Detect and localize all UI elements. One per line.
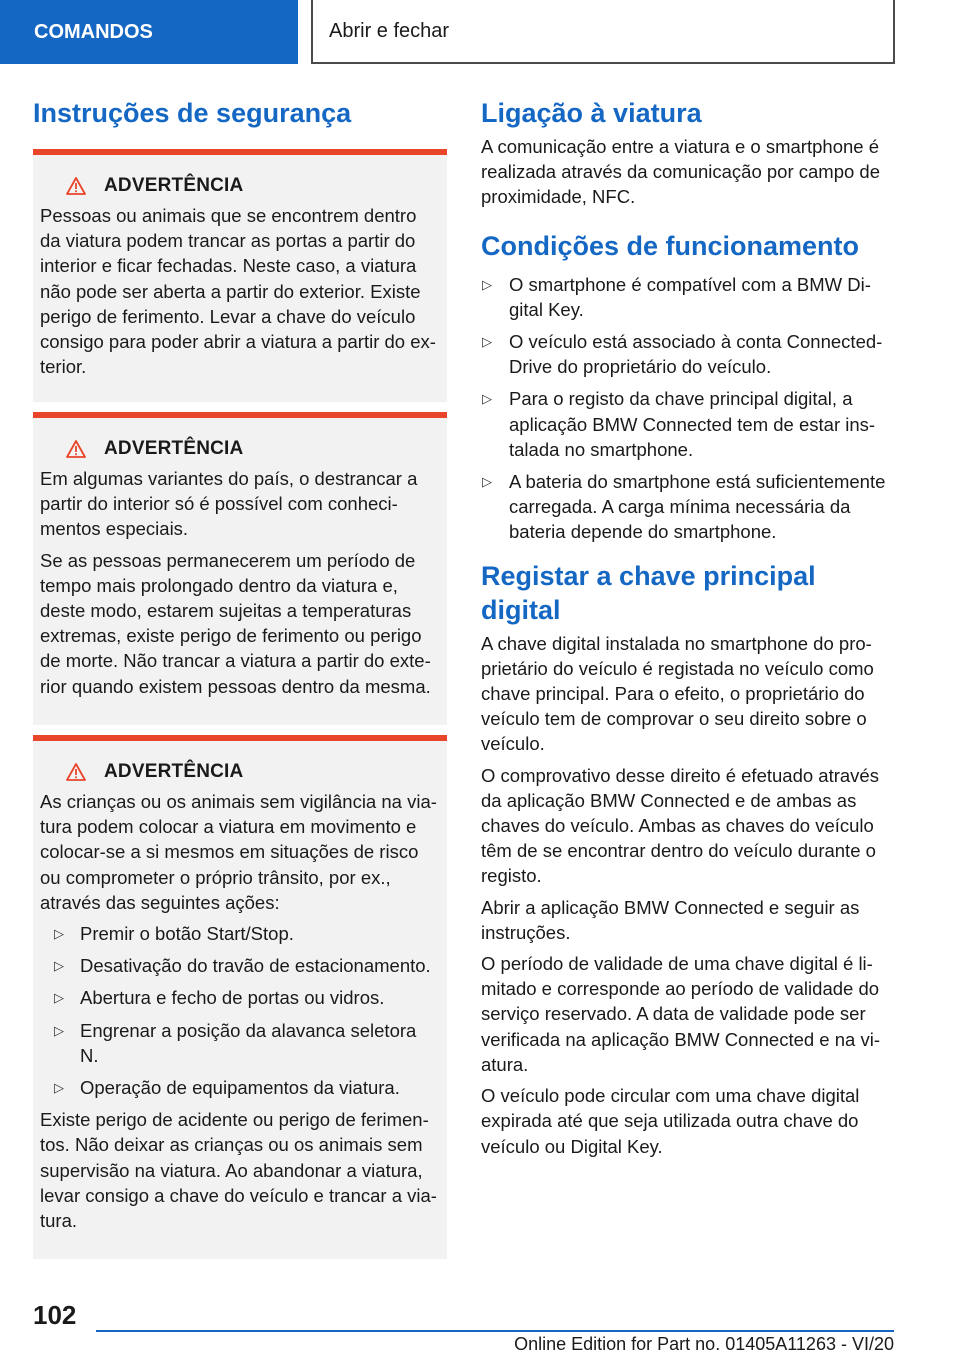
section-tab: COMANDOS	[0, 0, 298, 64]
paragraph: A comunicação entre a viatura e o smartphone é realizada através da comunicação por campo de proximidade, NFC.	[481, 136, 881, 208]
edition-link[interactable]: Online Edition for Part no. 01405A11263 - VI/20	[514, 1334, 894, 1354]
warning-title: ADVERTÊNCIA	[66, 175, 437, 197]
warning-text: Existe perigo de acidente ou perigo de ferimentos. Não deixar as crianças ou os animais sem supervisão na viatura. Ao abandonar a viatura, levar consigo a chave do veículo e trancar a viatura.	[40, 1109, 437, 1232]
warning-box-1	[33, 149, 447, 402]
warning-box-3	[33, 735, 447, 1259]
heading-connection: Ligação à viatura	[481, 98, 702, 128]
left-column	[33, 96, 447, 1259]
list-item: ▷ Abertura e fecho de portas ou vidros.	[40, 985, 437, 1010]
list-item: ▷ Engrenar a posição da alavanca seletora N.	[40, 1018, 437, 1068]
paragraph: Abrir a aplicação BMW Connected e seguir as instruções.	[481, 896, 860, 943]
warning-triangle-icon	[66, 440, 86, 458]
warning-text: Pessoas ou animais que se encontrem dentro da viatura podem trancar as portas a partir do interior e ficar fechadas. Neste caso, a viatura não pode ser aberta a partir do exterior. Existe perigo de ferimento. Levar a chave do veículo consigo para poder abrir a viatura a partir do exterior.	[40, 205, 436, 378]
warning-text: As crianças ou os animais sem vigilância na viatura podem colocar a viatura em movimento e colocar-se a si mesmos em situações de risco ou comprometer o próprio trânsito, por ex., através das seguintes ações:	[40, 791, 437, 913]
list-item: ▷ Para o registo da chave principal digital, a aplicação BMW Connected tem de estar instalada no smartphone.	[481, 386, 893, 462]
list-item: ▷ O veículo está associado à conta ConnectedDrive do proprietário do veículo.	[481, 329, 893, 379]
list-item: ▷ Desativação do travão de estacionamento.	[40, 953, 437, 978]
list-item: ▷ A bateria do smartphone está suficientemente carregada. A carga mínima necessária da bateria depende do smartphone.	[481, 469, 893, 545]
warning-title: ADVERTÊNCIA	[66, 761, 437, 783]
warning-triangle-icon	[66, 763, 86, 781]
paragraph: O período de validade de uma chave digital é limitado e corresponde ao período de validade do serviço reservado. A data de validade pode ser verificada na aplicação BMW Connected e na viatura.	[481, 953, 880, 1075]
heading-conditions: Condições de funcionamento	[481, 230, 860, 261]
topic-tab	[311, 0, 895, 64]
warning-title: ADVERTÊNCIA	[66, 438, 437, 460]
list-item: ▷ O smartphone é compatível com a BMW Digital Key.	[481, 272, 893, 322]
paragraph: O veículo pode circular com uma chave digital expirada até que seja utilizada outra chave do veículo ou Digital Key.	[481, 1085, 860, 1157]
paragraph: O comprovativo desse direito é efetuado através da aplicação BMW Connected e de ambas as chaves do veículo. Ambas as chaves do veículo têm de se encontrar dentro do veículo durante o registo.	[481, 764, 879, 887]
warning-list	[40, 921, 437, 1100]
page-number: 102	[33, 1300, 77, 1330]
conditions-list	[481, 272, 893, 545]
warning-triangle-icon	[66, 177, 86, 195]
warning-text: Se as pessoas permanecerem um período de tempo mais prolongado dentro da viatura e, deste modo, estarem sujeitas a temperaturas extremas, existe perigo de ferimento ou perigo de morte. Não trancar a viatura a partir do exterior quando existem pessoas dentro da mesma.	[40, 549, 431, 697]
right-column	[481, 96, 893, 1159]
warning-box-2	[33, 412, 447, 725]
footer-divider	[96, 1330, 894, 1332]
warning-text: Em algumas variantes do país, o destrancar a partir do interior só é possível com conhecimentos especiais.	[40, 468, 418, 540]
heading-register-key: Registar a chave principal digital	[481, 560, 816, 625]
list-item: ▷ Operação de equipamentos da viatura.	[40, 1075, 437, 1100]
topic-label: Abrir e fechar	[329, 19, 450, 42]
heading-safety: Instruções de segurança	[33, 98, 352, 128]
list-item: ▷ Premir o botão Start/Stop.	[40, 921, 437, 946]
paragraph: A chave digital instalada no smartphone do proprietário do veículo é registada no veículo como chave principal. Para o efeito, o proprietário do veículo tem de comprovar o seu direito sobre o veículo.	[481, 632, 874, 755]
